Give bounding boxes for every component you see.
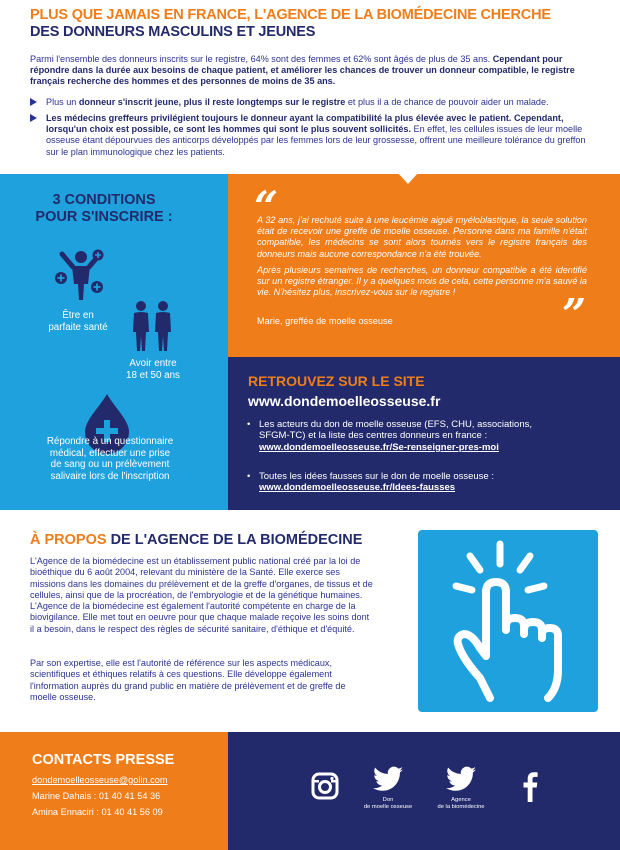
condition-q-line3: de sang ou un prélèvement	[50, 459, 170, 470]
facebook-icon	[522, 770, 538, 802]
intro-p2-b: et plus il a de chance de pouvoir aider un malade.	[347, 97, 549, 107]
intro-title-line1: PLUS QUE JAMAIS EN FRANCE, L'AGENCE DE LA BIOMÉDECINE CHERCHE	[30, 7, 551, 23]
about-paragraph-1: L'Agence de la biomédecine est un établissement public national créé par la loi de bioéthique du 6 août 2004, relevant du ministère de la Santé. Elle exerce ses missions dans les domaines du prélèvement et de la greffe d'organes, de tissus et de cellules, ainsi que de la procréation, de l'embryologie et de la génétique humaines. L'Agence de la biomédecine est également l'autorité compétente en charge de la biovigilance. Elle met tout en oeuvre pour que chaque malade reçoive les soins dont il a besoin, dans le respect des règles de sécurité sanitaire, d'éthique et d'équité.	[30, 556, 373, 634]
intro-p3-normal: En effet, les cellules issues de leur moelle osseuse étant dépourvues des anticorps développés par les femmes lors de leur grossesse, offrent une meilleure tolérance du greffon sur le plan immunologique chez les patients.	[46, 124, 586, 157]
condition-health-line2: parfaite santé	[48, 321, 108, 333]
contacts-panel	[0, 732, 228, 850]
twitter-don-moelle-link[interactable]	[356, 766, 420, 810]
website-b1-link[interactable]: www.dondemoelleosseuse.fr/Se-renseigner-pres-moi	[259, 441, 499, 453]
bullet-dot-icon: •	[247, 471, 251, 482]
testimony-text-1: A 32 ans, j'ai rechuté suite à une leucémie aiguë myéloblastique, la seule solution était de recevoir une greffe de moelle osseuse. Personne dans ma famille n'était compatible, les médecins se sont alors tournés vers le registre français des donneurs mais aucune correspondance n'a été trouvée.	[257, 215, 587, 259]
contacts-title: CONTACTS PRESSE	[32, 752, 175, 768]
website-bullet-1	[247, 419, 559, 453]
intro-p1-normal: Parmi l'ensemble des donneurs inscrits sur le registre, 64% sont des femmes et 62% sont âgés de plus de 35 ans.	[30, 54, 491, 64]
condition-q-line4: salivaire lors de l'inscription	[50, 470, 170, 482]
hand-tap-icon-box	[418, 530, 598, 712]
about-title	[30, 532, 362, 548]
website-title: RETROUVEZ SUR LE SITE	[248, 373, 425, 389]
intro-section	[0, 0, 620, 174]
conditions-title-line1: 3 CONDITIONS	[52, 192, 156, 208]
twitter2-caption-line1: Agence	[451, 797, 471, 803]
contact-email-link[interactable]: dondemoelleosseuse@golin.com	[32, 775, 168, 785]
contact-2: Amina Ennaciri : 01 40 41 56 09	[32, 807, 163, 817]
website-panel	[228, 357, 620, 510]
website-b2-text: Toutes les idées fausses sur le don de moelle osseuse :	[259, 471, 494, 482]
condition-age-label	[108, 358, 198, 381]
website-url-link[interactable]: www.dondemoelleosseuse.fr	[248, 393, 441, 409]
website-b2-link[interactable]: www.dondemoelleosseuse.fr/Idees-fausses	[259, 482, 456, 494]
testimony-text-2: Après plusieurs semaines de recherches, un donneur compatible a été identifié sur un registre étranger. Il y a quelques mois de cela, cette personne m'a sauvé la vie. N'hésitez plus, inscrivez-vous sur le registre !	[257, 265, 587, 298]
bullet-triangle-icon	[30, 98, 37, 106]
website-bullet-2	[247, 471, 559, 494]
about-title-navy: DE L'AGENCE DE LA BIOMÉDECINE	[110, 532, 363, 548]
intro-title-line2: DES DONNEURS MASCULINS ET JEUNES	[30, 24, 316, 40]
instagram-icon	[311, 772, 339, 800]
healthy-person-icon	[52, 244, 110, 302]
close-quote-icon: ”	[562, 290, 587, 339]
twitter1-caption-line1: Don	[382, 797, 394, 803]
intro-p1-bold: Cependant pour répondre dans la durée aux besoins de chaque patient, et améliorer les chances de trouver un donneur compatible, le registre français recherche des hommes et des personnes de moins de 35 ans.	[30, 54, 575, 87]
instagram-link[interactable]	[310, 772, 340, 805]
testimony-panel	[228, 174, 620, 357]
intro-p2-bold: donneur s'inscrit jeune, plus il reste longtemps sur le registre	[78, 97, 346, 107]
twitter-bird-icon	[373, 766, 403, 792]
condition-age-line1: Avoir entre	[129, 358, 177, 369]
social-panel	[228, 732, 620, 850]
intro-paragraph-1	[30, 54, 596, 88]
hand-tap-icon	[418, 530, 598, 712]
about-paragraph-2: Par son expertise, elle est l'autorité de référence sur les aspects médicaux, scientifiques et éthiques relatifs à ces questions. Elle développe également l'information auprès du grand public en matière de prélèvement et de greffe de moelle osseuse.	[30, 658, 346, 702]
twitter1-caption-line2: de moelle osseuse	[363, 803, 413, 810]
twitter-agence-link[interactable]	[426, 766, 496, 810]
conditions-title	[0, 192, 208, 226]
intro-paragraph-3	[30, 113, 596, 158]
condition-questionnaire-label	[20, 436, 200, 482]
condition-age-line2: 18 et 50 ans	[126, 369, 180, 381]
intro-paragraph-2	[30, 97, 596, 108]
twitter-bird-icon	[446, 766, 476, 792]
open-quote-icon: “	[254, 182, 279, 231]
about-title-orange: À PROPOS	[30, 532, 107, 548]
intro-p2-a: Plus un	[46, 97, 77, 107]
condition-q-line1: Répondre à un questionnaire	[46, 436, 174, 447]
conditions-panel	[0, 174, 228, 510]
testimony-signature: Marie, greffée de moelle osseuse	[257, 316, 393, 326]
conditions-title-line2: POUR S'INSCRIRE :	[35, 209, 173, 225]
intro-p3-bold: Les médecins greffeurs privilégient toujours le donneur ayant la compatibilité la plus élevée avec le patient. Cependant, lorsqu'un choix est possible, ce sont les hommes qui sont le plus souvent sollicités.	[46, 113, 564, 135]
twitter2-caption-line2: de la biomédecine	[437, 803, 485, 810]
condition-q-line2: médical, effectuer une prise	[49, 447, 171, 459]
bullet-triangle-icon	[30, 114, 37, 122]
notch-decoration	[398, 173, 418, 184]
condition-health-label	[28, 310, 128, 333]
facebook-link[interactable]	[520, 770, 540, 807]
website-b1-text: Les acteurs du don de moelle osseuse (EFS, CHU, associations, SFGM-TC) et la liste des centres donneurs en france :	[259, 419, 532, 442]
bullet-dot-icon: •	[247, 419, 251, 430]
condition-health-line1: Être en	[62, 310, 94, 321]
contact-1: Marine Dahais : 01 40 41 54 36	[32, 791, 161, 801]
two-people-icon	[128, 300, 176, 352]
